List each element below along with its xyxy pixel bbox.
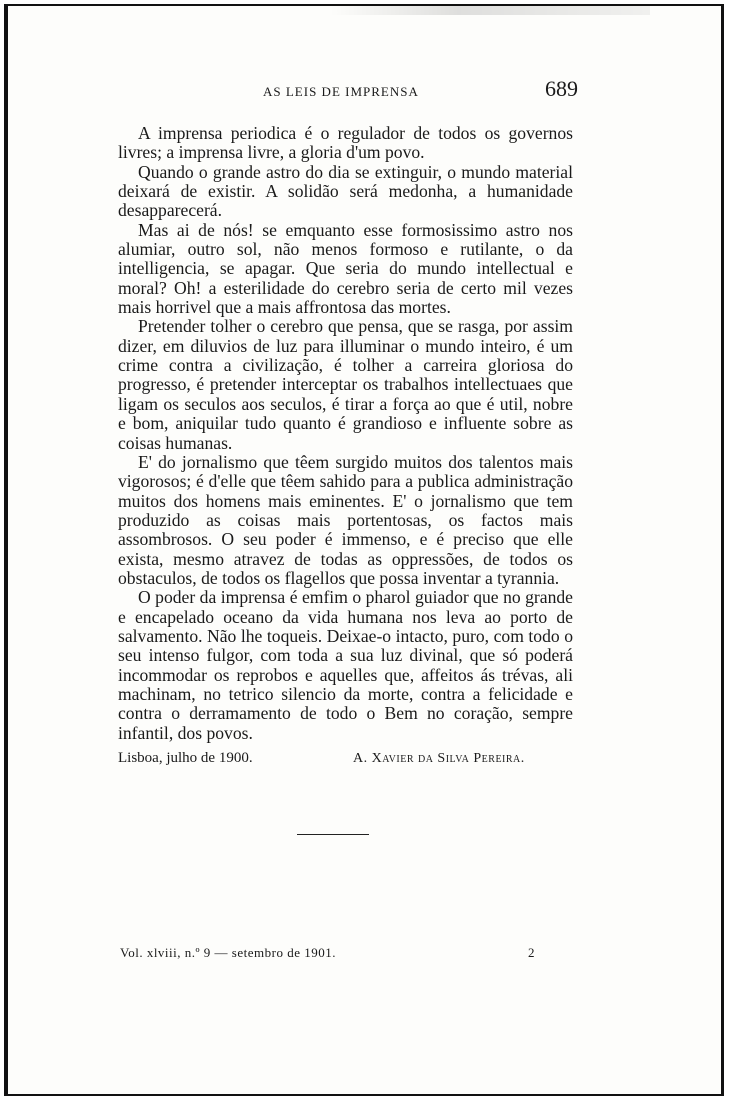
paragraph-4: Pretender tolher o cerebro que pensa, que se rasga, por assim dizer, em diluvios de luz para illuminar o mundo inteiro, é um crime contra a civilização, é tolher a carreira gloriosa do progresso, é pretender interceptar os trabalhos intellectuaes que ligam os seculos aos seculos, é tirar a força ao que é util, nobre e bom, aniquilar tudo quanto é grandioso e influente sobre as coisas humanas. [118, 316, 573, 453]
footer-signature-mark: 2 [528, 945, 535, 960]
author-name: A. Xavier da Silva Pereira. [353, 751, 525, 766]
paragraph-6: O poder da imprensa é emfim o pharol guiador que no grande e encapelado oceano da vida humana nos leva ao porto de salvamento. Não lhe toqueis. Deixae-o intacto, puro, com todo o seu intenso fulgor, com toda a sua luz divinal, que só poderá incommodar os reprobos e aquelles que, affeitos ás trévas, ali machinam, no tetrico silencio da morte, contra a felicidade e contra o derramamento de todo o Bem no coração, sempre infantil, dos povos. [118, 587, 573, 743]
scan-smudge [330, 5, 650, 15]
paragraph-1: A imprensa periodica é o regulador de todos os governos livres; a imprensa livre, a gloria d'um povo. [118, 123, 573, 163]
article-body [118, 124, 573, 743]
paragraph-5: E' do jornalismo que têem surgido muitos dos talentos mais vigorosos; é d'elle que têem sahido para a publica administração muitos dos homens mais eminentes. E' o jornalismo que tem produzido as coisas mais portentosas, os factos mais assombrosos. O seu poder é immenso, e é preciso que elle exista, mesmo atravez de todas as oppressões, de todos os obstaculos, de todos os flagellos que possa inventar a tyrannia. [118, 451, 573, 588]
place-date: Lisboa, julho de 1900. [118, 750, 253, 766]
section-rule [297, 834, 369, 835]
footer-volume-line: Vol. xlviii, n.º 9 — setembro de 1901. [120, 945, 336, 960]
paragraph-2: Quando o grande astro do dia se extinguir, o mundo material deixará de existir. A solidão será medonha, a humanidade desapparecerá. [118, 161, 573, 221]
running-title: AS LEIS DE IMPRENSA [263, 84, 419, 99]
paragraph-3: Mas ai de nós! se emquanto esse formosissimo astro nos alumiar, outro sol, não menos formoso e rutilante, o da intelligencia, se apagar. Que seria do mundo intellectual e moral? Oh! a esterilidade do cerebro seria de certo mil vezes mais horrivel que a mais affrontosa das mortes. [118, 219, 573, 318]
page-number: 689 [545, 76, 578, 101]
